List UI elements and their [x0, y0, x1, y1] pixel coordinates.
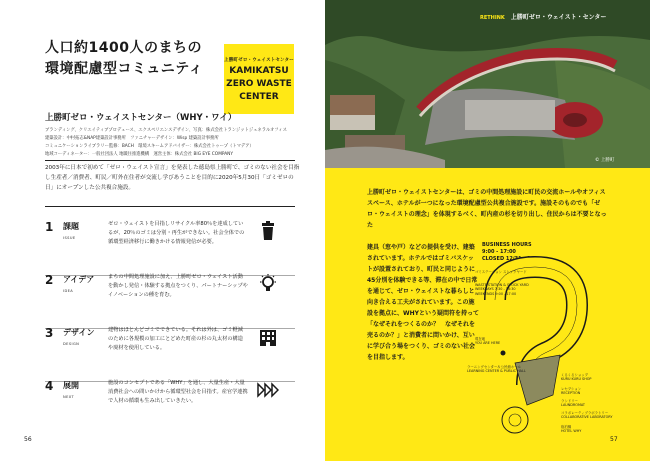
item-number: 3: [45, 326, 54, 340]
intro-paragraph: 2003年に日本で初めて「ゼロ・ウェイスト宣言」を発表した徳島県上勝町で、ゴミのない社会を目指し生産者／消費者、町民／町外在住者が交流し学びあうことを目的に2020年5月30日「ゴミゼロの日」にオープンした公共複合施設。: [45, 165, 300, 191]
label-laundromat: [561, 399, 585, 408]
label-en: RECEPTION: [561, 391, 581, 396]
credit-line: ブランディング、クリエイティブプロデュース、エクスペリエンスデザイン、写真：株式会社トランジットジェネラルオフィス: [45, 128, 287, 133]
item-text: 施設のコンセプトである「WHY」を通し、大量生産・大量消費社会への問いかけから循環型社会を目指す。産官学連携で人材の循環も生み出していきたい。: [108, 380, 248, 404]
label-jp: くるくるショップ: [561, 373, 589, 377]
label-reception: [561, 387, 581, 396]
item-number: 4: [45, 379, 54, 393]
title-line-2: 環境配慮型コミュニティ: [45, 61, 204, 77]
item-title: 展開: [63, 381, 79, 390]
badge-caption: 上勝町ゼロ・ウェイストセンター: [224, 58, 294, 63]
label-en: LEARNING CENTER & PUBLIC HALL: [467, 369, 526, 374]
building-icon: [257, 326, 279, 348]
list-item-design: [45, 326, 300, 382]
running-header: [480, 12, 606, 21]
section-title: 上勝町ゼロ・ウェイストセンター（WHY・ワイ）: [45, 113, 237, 123]
item-subtitle: ISSUE: [63, 236, 76, 240]
item-subtitle: NEXT: [63, 395, 75, 399]
hours-closed: CLOSED 12/31 - 1/2: [482, 256, 536, 262]
label-hotel: [561, 425, 581, 434]
badge-line-3: CENTER: [239, 92, 279, 102]
label-laboratory: [561, 411, 612, 420]
item-number: 1: [45, 220, 54, 234]
item-title: 課題: [63, 222, 79, 231]
label-weekends: WEEKENDS 9:00 - 17:00: [475, 291, 517, 296]
label-stockyard: [475, 270, 527, 274]
item-subtitle: IDEA: [63, 289, 74, 293]
lightbulb-icon: [257, 273, 279, 295]
right-page: [325, 0, 650, 461]
label-kuru-kuru-shop: [561, 373, 591, 382]
credit-line: 地域コーディネーター：一般社団法人 地職住推進機構 運営主体：株式会社 BIG EYE COMPANY: [45, 152, 233, 157]
fast-forward-icon: [257, 379, 279, 401]
list-item-next: [45, 379, 300, 435]
page-title: [45, 38, 225, 80]
hours-time: 9:00 - 17:00: [482, 249, 516, 255]
page-number-left: 56: [24, 436, 32, 443]
badge-line-2: ZERO WASTE: [226, 79, 292, 89]
item-text: ゼロ・ウェイストを目指しリサイクル率80％を達成しているが、20％のゴミは分別・再生ができない。社会全体での循環型経済移行に働きかける情報発信が必要。: [108, 221, 245, 245]
label-en: COLLABORATIVE LABORATORY: [561, 415, 613, 420]
label-en: KURU KURU SHOP: [561, 377, 592, 382]
label-jp: 宿泊棟: [561, 425, 572, 429]
label-jp: コラボレーティブラボラトリー: [561, 411, 609, 415]
page-number-right: 57: [610, 436, 618, 443]
divider: [45, 206, 295, 207]
list-item-idea: [45, 273, 300, 329]
item-number: 2: [45, 273, 54, 287]
credit-line: 建築設計：中村拓志&NAP建築設計事務所 ファニチャーデザイン：Wisp 建築設計事務所: [45, 136, 219, 141]
title-line-1: 人口約1400人のまちの: [45, 40, 202, 56]
header-title: 上勝町ゼロ・ウェイスト・センター: [510, 14, 607, 21]
badge-line-1: KAMIKATSU: [229, 66, 289, 76]
aerial-photo: [325, 0, 650, 168]
body-text-continued: 建具（窓や戸）などの提供を受け、建築されています。ホテルではゴミバスケットが設置されており、町民と同じように45分別を体験できる等、滞在の中で日常を通じて、ゼロ・ウェイストな暮らしと向き合える工夫がされています。この施設を拠点に、WHYという疑問符を持って「なぜそれをつくるのか？ なぜそれを売るのか？」と消費者に問いかけ、互いに学び合う場をつくり、ゴミのない社会を目指します。: [367, 244, 479, 361]
label-en: HOTEL WHY: [561, 429, 582, 434]
item-text: まちの中間処理施設に加え、上勝町ゼロ・ウェイスト活動を動かし発信・体験する拠点をつくり、パートナーシップやイノベーションの種を育む。: [108, 274, 248, 298]
label-en: WASTE STATION & STOCK YARD: [475, 283, 529, 287]
item-text: 建物はほとんどゴミでできている。それは外は、ゴミ軽減のために各規模の加工にとどめた町産の杉の丸太材の構造や廃材を使用している。: [108, 327, 243, 351]
credits-block: [45, 127, 300, 159]
divider: [45, 160, 295, 161]
kamikatsu-badge: [224, 44, 294, 114]
credit-line: コミュニケーションライブラリー監修：BACH 環境スキームアドバイザー：株式会社トゥープ（トマデア）: [45, 144, 254, 149]
label-en: YOU ARE HERE: [475, 341, 501, 346]
photo-credit: © 上勝町: [595, 158, 615, 163]
label-jp: ラーニングセンター＆公民館ホール: [467, 365, 521, 369]
label-jp: ゴミステーション ストックヤード: [475, 270, 527, 274]
label-en: LAUNDROMAT: [561, 403, 585, 408]
hours-title: BUSINESS HOURS: [482, 242, 532, 248]
item-title: アイデア: [63, 275, 95, 284]
item-title: デザイン: [63, 328, 95, 337]
label-learning-center: [467, 365, 526, 374]
body-text: 上勝町ゼロ・ウェイストセンターは、ゴミの中間処理施設に町民の交流ホールやオフィススペース、ホテルが一つになった環境配慮型公共複合施設です。施設そのものでも「ゼロ・ウェイストの理念」を体現するべく、町内産の杉を切り出し、住民からは不要となった: [367, 189, 607, 229]
facility-map: [465, 255, 613, 445]
label-waste-station: [475, 283, 529, 296]
header-tag: RETHINK: [480, 15, 505, 21]
list-item-issue: [45, 220, 300, 276]
item-subtitle: DESIGN: [63, 342, 80, 346]
label-jp: レセプション: [561, 387, 582, 391]
label-jp: ランドリー: [561, 399, 578, 403]
label-you-are-here: [475, 337, 500, 346]
label-jp: 現在地: [475, 337, 486, 341]
label-weekdays: WEEKDAYS 7:30 - 16:30: [475, 287, 516, 292]
aerial-photo-illustration: [325, 0, 650, 168]
trash-bin-icon: [257, 220, 279, 242]
